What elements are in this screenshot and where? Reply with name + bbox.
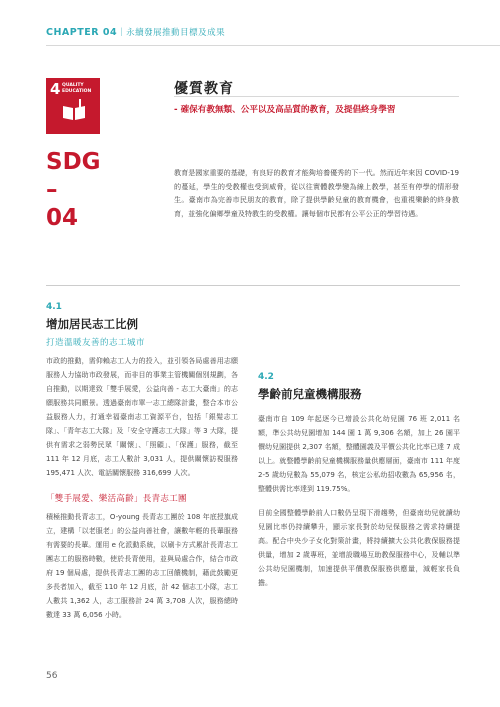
section-paragraph: 積極推動長青志工，O-young 長青志工團於 108 年底授旗成立，建構「以老服老」的公益向善社會，讓數年輕的長輩服務有需要的長輩。運用 e 化派動系統，以刷卡方式累計長青志工團志工的服務時數，使於長青使用，並與局處合作，結合市政府 19 個局處，提供長青志工團的志工回饋機制，藉此鼓勵更多長者加入，截至 110 年 12 月底，計 42 個志工小隊，志工人數共 1,362 人，志工服務計 24 萬 3,708 人次，服務總時數達 33 萬 6,056 小時。 (46, 513, 238, 619)
section-subheading: 「雙手展愛、樂活高齡」長青志工團 (46, 494, 187, 504)
section-paragraph: 目前全國整體學齡前人口數仍呈現下滑趨勢，但臺南幼兒就讀幼兒園比率仍持續攀升，顯示家長對於幼兒保服務之需求持續提高。配合中央少子女化對策計畫，將持續擴大公共化教保服務提供量，增加 2 歲專班，並增設職場互助教保服務中心，及輔以準公共幼兒園機制，加速提供平價教保服務供應量，減輕家長負擔。 (258, 509, 460, 587)
chapter-label: CHAPTER 04 (46, 27, 118, 38)
section-4-1 (46, 302, 238, 622)
page-header (0, 0, 500, 62)
chapter-heading: CHAPTER 04｜永續發展推動目標及成果 (46, 27, 226, 38)
sdg4-badge (46, 78, 100, 134)
goal-divider (174, 96, 459, 97)
section-number: 4.2 (258, 372, 274, 382)
section-number: 4.1 (46, 302, 62, 312)
section-paragraph: 市政的推動，需仰賴志工人力的投入，並引領各局處善用志願服務人力協助市政發展，而非目的事業主管機關個別規劃，各自推動，以期達致「雙手展愛，公益向善 - 志工大臺南」的志願服務共同願景。透過臺南市單一志工總隊計畫，整合本市公益服務人力，打通幸福臺南志工資源平台，包括「銀髮志工隊」、「青年志工大隊」及「安全守護志工大隊」等 3 大隊，提供有需求之弱勢民眾「關懷」、「照顧」、「保護」服務，截至 111 年 12 月底，志工人數計 3,031 人，提供關懷訪視服務 195,471 人次、電話關懷服務 316,699 人次。 (46, 357, 238, 477)
sdg-number-heading: SDG – 04 (46, 149, 101, 231)
section-paragraph: 臺南市自 109 年起逐今已增設公共化幼兒園 76 班 2,011 名額，準公共幼兒園增加 144 園 1 萬 9,306 名額，加上 26 園平價幼兒園提供 2,307 名額，整體園義及平價公共化比率已達 7 成以上。就整體學齡前兒童機構服務量供應層面，臺南市 111 年度 2-5 歲幼兒數為 55,079 名，核定公私幼招收數為 65,956 名，整體供需比率達到 119.75%。 (258, 415, 460, 493)
header-divider (46, 45, 500, 46)
goal-title: 優質教育 (174, 81, 234, 97)
section-divider (46, 285, 460, 286)
section-title: 增加居民志工比例 (46, 317, 138, 331)
section-subtitle: 打造溫暖友善的志工城市 (46, 338, 146, 348)
sdg-badge-number: 4 (50, 80, 61, 98)
book-pencil-icon (61, 98, 87, 124)
page-number: 56 (46, 671, 58, 681)
section-title: 學齡前兒童機構服務 (258, 387, 362, 401)
section-4-2 (258, 372, 460, 590)
sdg-badge-label: QUALITY EDUCATION (62, 83, 92, 94)
goal-subtitle: - 確保有教無類、公平以及高品質的教育，及提倡終身學習 (174, 105, 396, 115)
goal-intro: 教育是國家重要的基礎，有良好的教育才能夠培養優秀的下一代。然而近年來因 COVID-19 的蔓延，學生的受教權也受到威脅，從以往實體教學變為線上教學，甚至有停學的情形發生。臺南市為完善市民朋友的教育，除了提供學齡兒童的教育機會，也重視樂齡的終身教育，並強化偏鄉學童及特教生的受教權。讓每個市民都有公平公正的學習待遇。 (174, 168, 459, 218)
chapter-subtitle: 永續發展推動目標及成果 (126, 28, 226, 38)
